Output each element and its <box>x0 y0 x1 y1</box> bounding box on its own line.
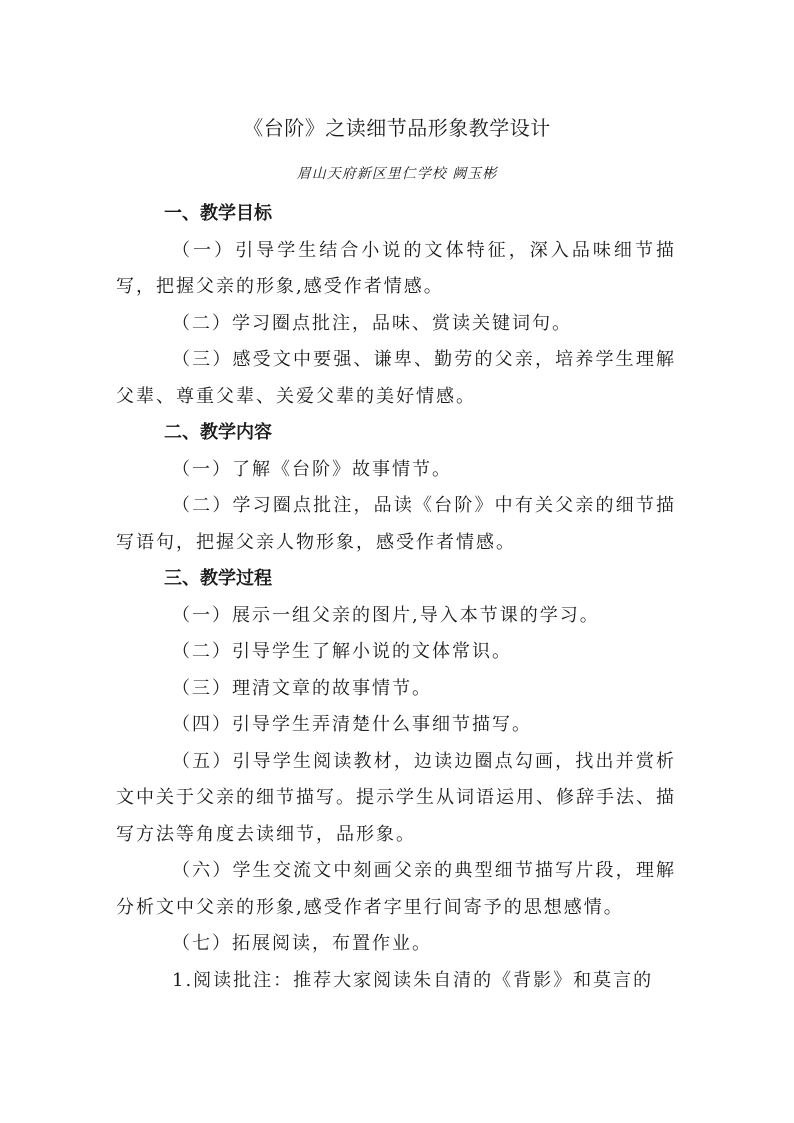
section-heading-goals: 一、教学目标 <box>164 203 272 224</box>
paragraph: （二）学习圈点批注，品味、赏读关键词句。 <box>172 312 572 334</box>
paragraph: （一）引导学生结合小说的文体特征，深入品味细节描写，把握父亲的形象,感受作者情感。 <box>116 239 676 297</box>
paragraph: 1.阅读批注：推荐大家阅读朱自清的《背影》和莫言的 <box>172 969 654 991</box>
paragraph: （三）感受文中要强、谦卑、勤劳的父亲，培养学生理解父辈、尊重父辈、关爱父辈的美好情感。 <box>116 349 676 407</box>
paragraph: （一）展示一组父亲的图片,导入本节课的学习。 <box>172 604 600 626</box>
document-body <box>116 196 676 999</box>
author-line: 眉山天府新区里仁学校 阙玉彬 <box>296 166 498 182</box>
paragraph: （六）学生交流文中刻画父亲的典型细节描写片段，理解分析文中父亲的形象,感受作者字里行间寄予的思想感情。 <box>116 860 676 918</box>
document-title: 《台阶》之读细节品形象教学设计 <box>243 116 551 140</box>
paragraph: （一）了解《台阶》故事情节。 <box>172 458 452 480</box>
paragraph: （三）理清文章的故事情节。 <box>172 677 432 699</box>
section-heading-content: 二、教学内容 <box>164 422 272 443</box>
paragraph: （七）拓展阅读，布置作业。 <box>172 933 432 954</box>
section-heading-process: 三、教学过程 <box>164 568 272 589</box>
paragraph: （四）引导学生弄清楚什么事细节描写。 <box>172 714 532 735</box>
paragraph: （五）引导学生阅读教材，边读边圈点勾画，找出并赏析文中关于父亲的细节描写。提示学生从词语运用、修辞手法、描写方法等角度去读细节，品形象。 <box>116 750 676 845</box>
paragraph: （二）引导学生了解小说的文体常识。 <box>172 641 512 662</box>
paragraph: （二）学习圈点批注，品读《台阶》中有关父亲的细节描写语句，把握父亲人物形象，感受作者情感。 <box>116 495 676 553</box>
